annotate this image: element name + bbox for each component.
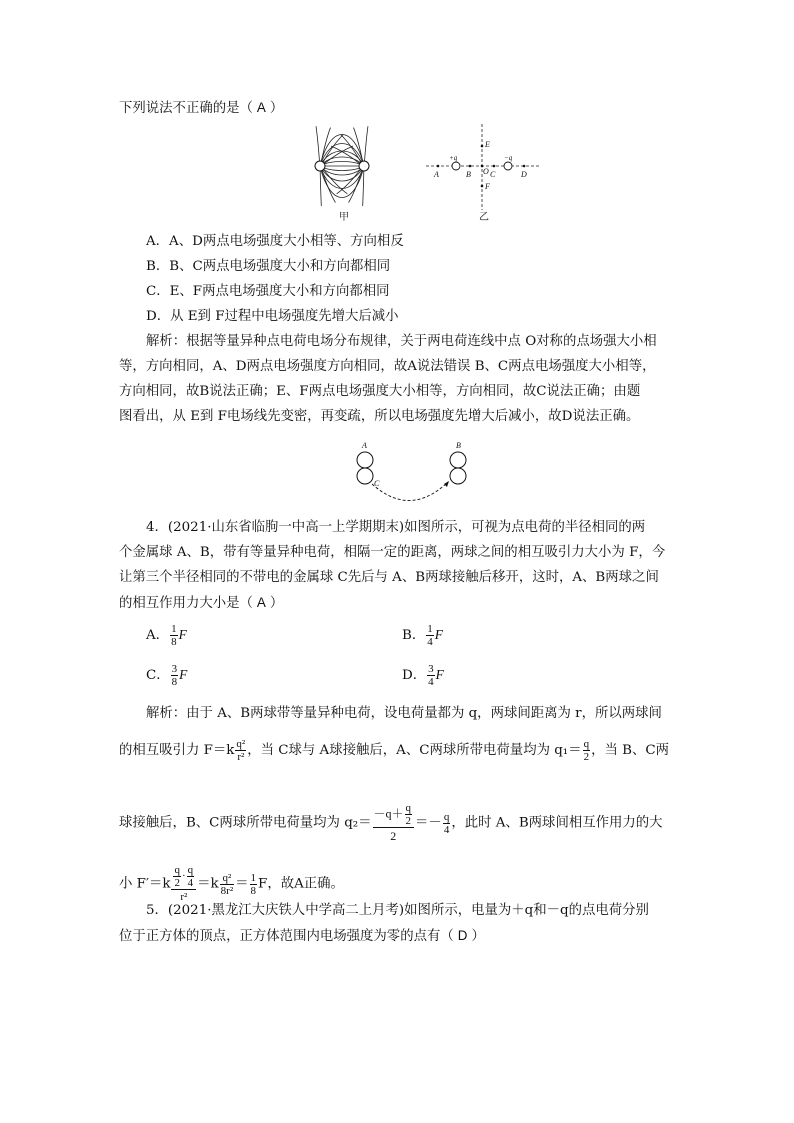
- q4-stem-line-4: 的相互作用力大小是（ A ）: [119, 595, 284, 611]
- label-c: C: [490, 170, 496, 179]
- field-line: [324, 146, 353, 164]
- q4-analysis-line-4: 小 F′＝k $\frac{q}{2}$ · $\frac{q}{4}$ r² ＝k $\frac{\text{q²}}{\text{8r²}}$ ＝ $\frac{1}{8}$ F，故A正确。: [119, 864, 344, 903]
- figure-jia-caption: 甲: [339, 212, 349, 223]
- q5-stem-line-1: 5．(2021·黑龙江大庆铁人中学高二上月考)如图所示，电量为＋q和－q的点电荷分别: [146, 903, 649, 918]
- q4-analysis-line-1: 解析：由于 A、B两球带等量异种电荷，设电荷量都为 q，两球间距离为 r，所以两球间: [146, 706, 662, 721]
- sphere-c-moved: [450, 468, 466, 484]
- q4-option-c: C． $\frac{3}{8}$ F: [146, 663, 188, 688]
- label-a: A: [434, 170, 439, 179]
- label-plus-q: +q: [449, 154, 458, 162]
- q3-option-a: A．A、D两点电场强度大小相等、方向相反: [146, 234, 404, 249]
- field-line: [365, 126, 368, 161]
- field-line: [320, 171, 321, 206]
- q3-option-b: B．B、C两点电场强度大小和方向都相同: [146, 259, 391, 274]
- label-minus-q: −q: [504, 154, 513, 162]
- figure-q4-spheres: [350, 440, 480, 510]
- q4-label-a: A: [362, 441, 367, 450]
- label-f: F: [485, 182, 490, 191]
- figure-yi-axis: [424, 122, 544, 222]
- field-line: [316, 126, 319, 161]
- q4-option-b: B． $\frac{1}{4}$ F: [402, 623, 443, 648]
- field-line: [324, 169, 348, 193]
- field-line: [354, 128, 363, 162]
- q4-option-d: D． $\frac{3}{4}$ F: [402, 663, 444, 688]
- field-line: [320, 166, 364, 171]
- minus-q-charge: [504, 162, 512, 170]
- label-e: E: [485, 140, 490, 149]
- field-line: [331, 146, 360, 164]
- q4-analysis-line-2: 的相互吸引力 F＝k $\frac{\text{q²}}{\text{r²}}$ ，当 C球与 A球接触后，A、C两球所带电荷量均为 q₁＝ $\frac{q}{2}$ ，当 B、C两: [119, 738, 669, 763]
- field-line: [337, 169, 361, 193]
- q3-analysis-line-1: 解析：根据等量异种点电荷电场分布规律，关于两电荷连线中点 O对称的点场强大小相: [146, 334, 657, 349]
- label-d: D: [521, 170, 527, 179]
- q3-answer: A: [256, 100, 266, 115]
- q4-stem-line-3: 让第三个半径相同的不带电的金属球 C先后与 A、B两球接触后移开，这时，A、B两球之间: [119, 570, 659, 585]
- q4-label-b: B: [456, 441, 461, 450]
- q3-analysis-line-2: 等，方向相同，A、D两点电场强度方向相同，故A说法错误 B、C两点电场强度大小相等，: [119, 359, 656, 374]
- field-line: [363, 171, 364, 206]
- sphere-a: [357, 452, 373, 468]
- q3-analysis-line-3: 方向相同，故B说法正确；E、F两点电场强度大小相等，方向相同，故C说法正确；由题: [119, 384, 641, 399]
- q4-answer: A: [256, 595, 266, 610]
- q4-stem-line-1: 4．(2021·山东省临朐一中高一上学期期末)如图所示，可视为点电荷的半径相同的两: [146, 520, 646, 535]
- positive-charge: [315, 161, 325, 171]
- q3-stem: 下列说法不正确的是（ A ）: [119, 100, 284, 116]
- q4-label-c: C: [374, 479, 380, 488]
- label-b: B: [466, 170, 471, 179]
- q4-stem-line-2: 个金属球 A、B，带有等量异种电荷，相隔一定的距离，两球之间的相互吸引力大小为 F，今: [119, 545, 666, 560]
- sphere-b: [450, 452, 466, 468]
- q4-option-a: A． $\frac{1}{8}$ F: [146, 623, 187, 648]
- q4-analysis-line-3: 球接触后，B、C两球所带电荷量均为 q₂＝ －q＋ $\frac{q}{2}$ 2 ＝－ $\frac{q}{4}$ ，此时 A、B两球间相互作用力的大: [119, 802, 663, 843]
- negative-charge: [359, 161, 369, 171]
- figure-yi-caption: 乙: [479, 212, 489, 223]
- sphere-c: [357, 468, 373, 484]
- label-o: O: [483, 167, 489, 176]
- q5-answer: D: [457, 928, 468, 943]
- q5-stem-line-2: 位于正方体的顶点，正方体范围内电场强度为零的点有（ D ）: [119, 928, 485, 944]
- plus-q-charge: [452, 162, 460, 170]
- q3-option-c: C．E、F两点电场强度大小和方向都相同: [146, 284, 390, 299]
- figure-jia-field-lines: [280, 120, 410, 223]
- q3-option-d: D．从 E到 F过程中电场强度先增大后减小: [146, 309, 399, 324]
- field-line: [321, 128, 330, 162]
- q3-analysis-line-4: 图看出，从 E到 F电场线先变密，再变疏，所以电场强度先增大后减小，故D说法正确。: [119, 409, 640, 424]
